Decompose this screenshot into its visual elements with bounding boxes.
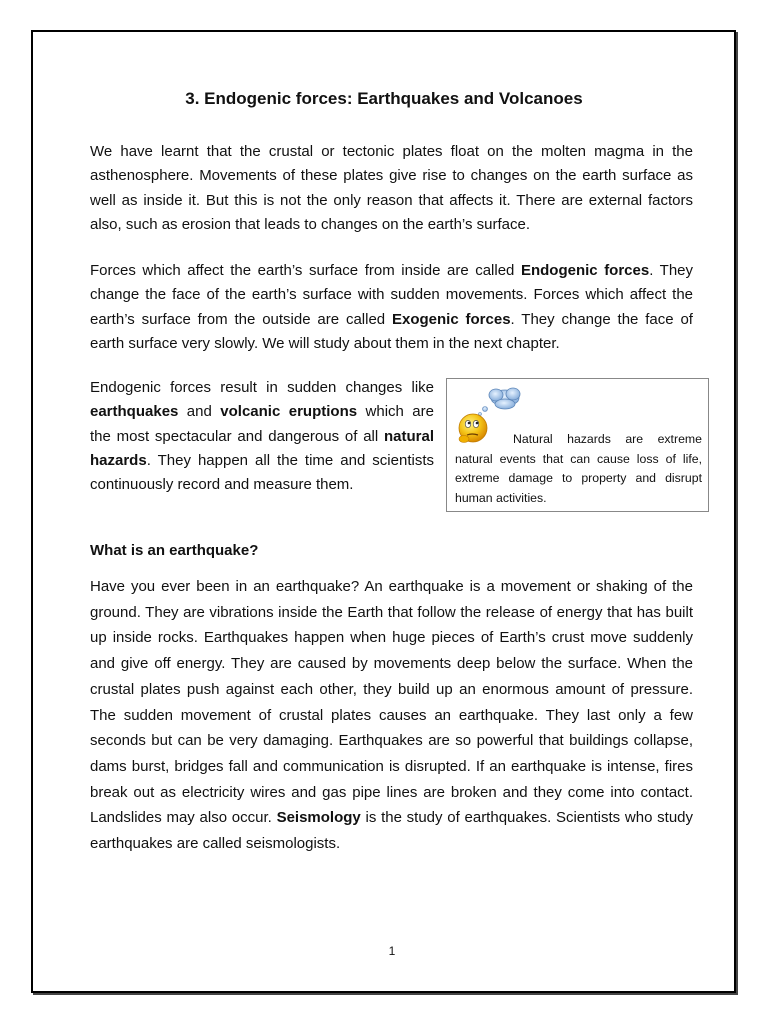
natural-hazards-term: natural hazards (90, 427, 434, 469)
natural-hazards-definition (455, 430, 702, 508)
page-number: 1 (388, 944, 396, 958)
endogenic-forces-term: Endogenic forces (520, 262, 650, 279)
forces-paragraph (90, 259, 693, 356)
endogenic-text-2: and (178, 403, 221, 421)
earthquakes-term: earthquakes (90, 403, 179, 421)
page-title: 3. Endogenic forces: Earthquakes and Volcanoes (185, 89, 583, 108)
intro-paragraph: We have learnt that the crustal or tectonic plates float on the molten magma in the asthenosphere. Movements of these plates give rise to changes on the earth surface as well as inside it. But this is not the only reason that affects it. There are external factors also, such as erosion that leads to changes on the earth’s surface. (90, 143, 693, 233)
endogenic-text-1: Endogenic forces result in sudden changes like (90, 379, 434, 396)
endogenic-paragraph (90, 376, 434, 497)
earthquake-text-1: Have you ever been in an earthquake? An earthquake is a movement or shaking of the ground. They are vibrations inside the Earth that follow the release of energy that has built up inside rocks. Earthquakes happen when huge pieces of Earth’s crust move suddenly and give off energy. They are caused by movements deep below the surface. When the crustal plates push against each other, they build up an enormous amount of pressure. The sudden movement of crustal plates causes an earthquake. They last only a few seconds but can be very damaging. Earthquakes are so powerful that buildings collapse, dams burst, bridges fall and communication is disrupted. If an earthquake is intense, fires break out as electricity wires and gas pipe lines are broken and they come into contact. Landslides may also occur. (90, 578, 693, 827)
endogenic-text-4: . They happen all the time and scientists continuously record and measure them. (90, 451, 434, 494)
endogenic-text-3: which are the most spectacular and dangerous of all (90, 403, 434, 445)
callout-text: Natural hazards are extreme natural events that can cause loss of life, extreme damage to property and disrupt human activities. (455, 432, 702, 505)
exogenic-forces-term: Exogenic forces (391, 310, 511, 328)
forces-text-1: Forces which affect the earth’s surface from inside are called (90, 262, 521, 279)
forces-text-2: . They change the face of the earth’s surface with sudden movements. Forces which affect the earth’s surface from the outside are called (90, 262, 694, 328)
earthquake-text-2: is the study of earthquakes. Scientists who study earthquakes are called seismologists. (90, 809, 694, 853)
seismology-term: Seismology (276, 809, 361, 827)
earthquake-paragraph (90, 574, 693, 857)
natural-hazards-callout (446, 378, 709, 512)
earthquake-heading: What is an earthquake? (90, 542, 259, 559)
forces-text-3: . They change the face of earth surface very slowly. We will study about them in the next chapter. (90, 310, 693, 352)
volcanic-eruptions-term: volcanic eruptions (220, 403, 358, 421)
